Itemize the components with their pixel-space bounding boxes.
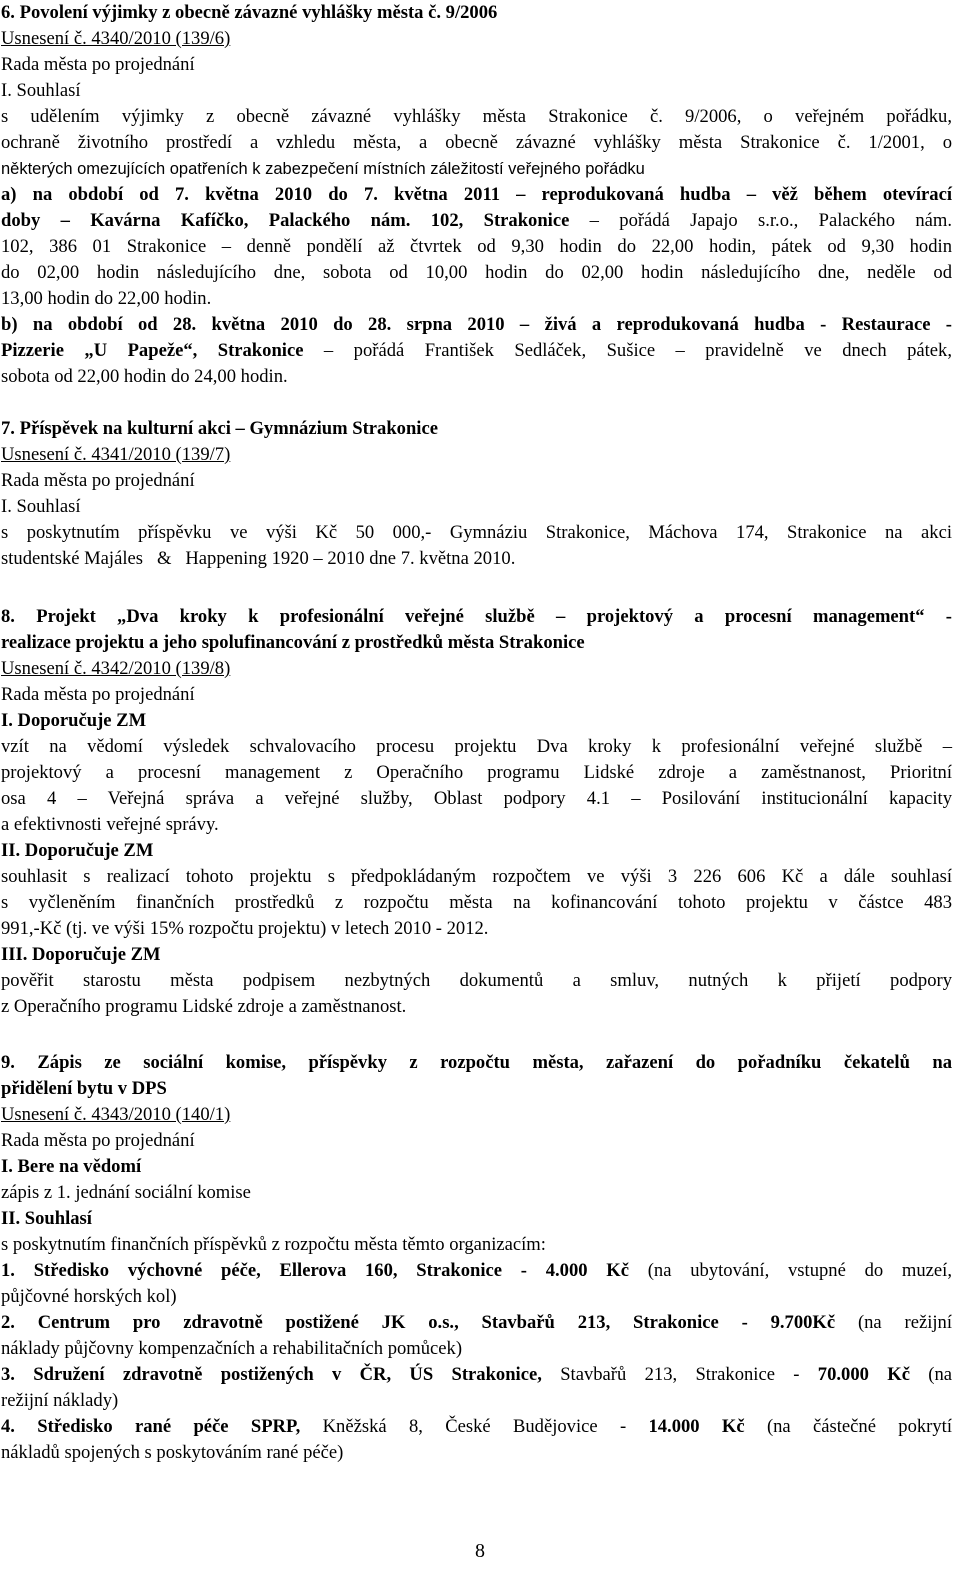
paragraph-line: s udělením výjimky z obecně závazné vyhlášky města Strakonice č. 9/2006, o veřejném pořádku,: [1, 106, 952, 127]
list-item-purpose: (na režijní: [835, 1312, 952, 1333]
list-item-org: 4. Středisko rané péče SPRP,: [1, 1416, 301, 1437]
paragraph-line: projektový a procesní management z Operačního programu Lidské zdroje a zaměstnanost, Prioritní: [1, 762, 952, 783]
section-9-council: Rada města po projednání: [1, 1130, 195, 1151]
section-7-resolution: Usnesení č. 4341/2010 (139/7): [1, 444, 231, 465]
paragraph-line: s poskytnutím příspěvku ve výši Kč 50 000,- Gymnáziu Strakonice, Máchova 174, Strakonice na akci: [1, 522, 952, 543]
section-6-council: Rada města po projednání: [1, 54, 195, 75]
paragraph-line: studentské Majáles & Happening 1920 – 2010 dne 7. května 2010.: [1, 548, 516, 569]
item-a-line: 13,00 hodin do 22,00 hodin.: [1, 288, 212, 309]
list-item-org: 1. Středisko výchovné péče, Ellerova 160, Strakonice - 4.000 Kč: [1, 1260, 629, 1281]
item-b-venue: Pizzerie „U Papeže“, Strakonice: [1, 340, 304, 361]
list-item-continuation: půjčovné horských kol): [1, 1286, 177, 1307]
item-a-organizer: – pořádá Japajo s.r.o., Palackého nám.: [569, 210, 952, 231]
section-8-decision-2: II. Doporučuje ZM: [1, 840, 154, 861]
paragraph-line: ochraně životního prostředí a vzhledu města, a obecně závazné vyhlášky města Strakonice č. 1/2001, o: [1, 132, 952, 153]
section-9-heading: přidělení bytu v DPS: [1, 1078, 167, 1099]
list-item: [1, 1310, 952, 1336]
item-b-line: [1, 338, 952, 364]
item-a-venue: doby – Kavárna Kafíčko, Palackého nám. 102, Strakonice: [1, 210, 570, 231]
item-a-line: a) na období od 7. května 2010 do 7. května 2011 – reprodukovaná hudba – věž během otevírací: [1, 184, 952, 205]
paragraph-line: osa 4 – Veřejná správa a veřejné služby, Oblast podpory 4.1 – Posilování institucionální kapacity: [1, 788, 952, 809]
paragraph-line: z Operačního programu Lidské zdroje a zaměstnanost.: [1, 996, 407, 1017]
section-9-resolution: Usnesení č. 4343/2010 (140/1): [1, 1104, 231, 1125]
paragraph-line: zápis z 1. jednání sociální komise: [1, 1182, 251, 1203]
paragraph-line: vzít na vědomí výsledek schvalovacího procesu projektu Dva kroky k profesionální veřejné službě –: [1, 736, 952, 757]
list-item-purpose: (na: [909, 1364, 953, 1385]
list-item-org: 3. Sdružení zdravotně postižených v ČR, ÚS Strakonice,: [1, 1364, 542, 1385]
paragraph-line: některých omezujících opatřeních k zabezpečení místních záležitostí veřejného pořádku: [1, 160, 645, 178]
section-6-decision: I. Souhlasí: [1, 80, 81, 101]
section-7-decision: I. Souhlasí: [1, 496, 81, 517]
list-item: [1, 1414, 952, 1440]
section-8-heading: 8. Projekt „Dva kroky k profesionální veřejné službě – projektový a procesní management“ -: [1, 606, 952, 627]
page-number: 8: [475, 1540, 485, 1562]
list-item-continuation: nákladů spojených s poskytováním rané péče): [1, 1442, 344, 1463]
item-a-line: [1, 208, 952, 234]
list-item: [1, 1362, 952, 1388]
paragraph-line: s poskytnutím finančních příspěvků z rozpočtu města těmto organizacím:: [1, 1234, 546, 1255]
section-6-heading: 6. Povolení výjimky z obecně závazné vyhlášky města č. 9/2006: [1, 2, 498, 23]
list-item-continuation: režijní náklady): [1, 1390, 119, 1411]
section-6-resolution: Usnesení č. 4340/2010 (139/6): [1, 28, 231, 49]
list-item-amount: 70.000 Kč: [817, 1364, 910, 1385]
section-8-council: Rada města po projednání: [1, 684, 195, 705]
list-item-address: Kněžská 8, České Budějovice -: [300, 1416, 649, 1437]
item-a-line: 102, 386 01 Strakonice – denně pondělí až čtvrtek od 9,30 hodin do 22,00 hodin, pátek od 9,30 hodin: [1, 236, 952, 257]
item-b-line: sobota od 22,00 hodin do 24,00 hodin.: [1, 366, 288, 387]
list-item-continuation: náklady půjčovny kompenzačních a rehabilitačních pomůcek): [1, 1338, 463, 1359]
list-item: [1, 1258, 952, 1284]
section-9-decision-2: II. Souhlasí: [1, 1208, 92, 1229]
list-item-org: 2. Centrum pro zdravotně postižené JK o.s., Stavbařů 213, Strakonice - 9.700Kč: [1, 1312, 836, 1333]
paragraph-line: s vyčleněním finančních prostředků z rozpočtu města na kofinancování tohoto projektu v částce 483: [1, 892, 952, 913]
section-8-decision-1: I. Doporučuje ZM: [1, 710, 147, 731]
item-b-organizer: – pořádá František Sedláček, Sušice – pravidelně ve dnech pátek,: [303, 340, 952, 361]
list-item-address: Stavbařů 213, Strakonice -: [541, 1364, 818, 1385]
paragraph-line: a efektivnosti veřejné správy.: [1, 814, 219, 835]
item-a-line: do 02,00 hodin následujícího dne, sobota od 10,00 hodin do 02,00 hodin následujícího dne, neděle od: [1, 262, 952, 283]
section-8-heading: realizace projektu a jeho spolufinancování z prostředků města Strakonice: [1, 632, 585, 653]
list-item-amount: 14.000 Kč: [648, 1416, 745, 1437]
section-7-heading: 7. Příspěvek na kulturní akci – Gymnázium Strakonice: [1, 418, 438, 439]
paragraph-line: souhlasit s realizací tohoto projektu s předpokládaným rozpočtem ve výši 3 226 606 Kč a dále souhlasí: [1, 866, 952, 887]
paragraph-line: pověřit starostu města podpisem nezbytných dokumentů a smluv, nutných k přijetí podpory: [1, 970, 952, 991]
item-b-line: b) na období od 28. května 2010 do 28. srpna 2010 – živá a reprodukovaná hudba - Restaurace -: [1, 314, 952, 335]
paragraph-line: 991,-Kč (tj. ve výši 15% rozpočtu projektu) v letech 2010 - 2012.: [1, 918, 489, 939]
list-item-purpose: (na ubytování, vstupné do muzeí,: [629, 1260, 952, 1281]
list-item-purpose: (na částečné pokrytí: [744, 1416, 952, 1437]
section-8-resolution: Usnesení č. 4342/2010 (139/8): [1, 658, 231, 679]
section-7-council: Rada města po projednání: [1, 470, 195, 491]
section-9-decision-1: I. Bere na vědomí: [1, 1156, 142, 1177]
section-8-decision-3: III. Doporučuje ZM: [1, 944, 161, 965]
section-9-heading: 9. Zápis ze sociální komise, příspěvky z rozpočtu města, zařazení do pořadníku čekatelů na: [1, 1052, 952, 1073]
